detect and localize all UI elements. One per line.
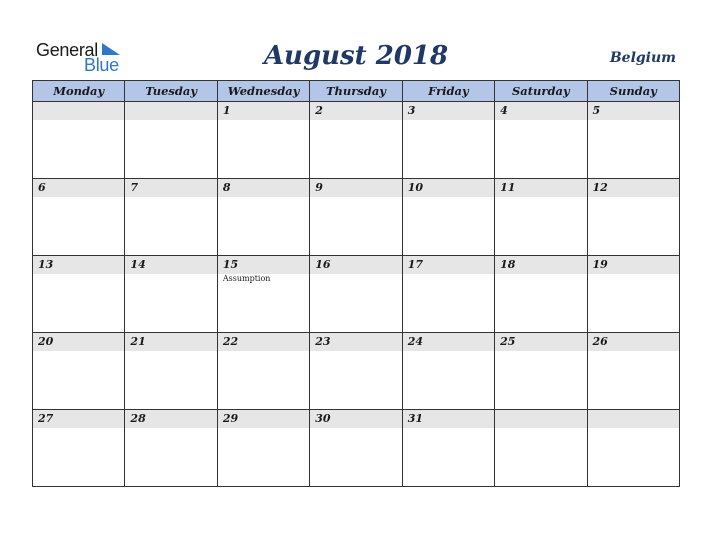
day-number: 31 bbox=[407, 412, 423, 425]
day-number: 12 bbox=[592, 181, 608, 194]
day-number-band bbox=[33, 410, 124, 428]
day-number-band bbox=[495, 256, 586, 274]
day-number: 17 bbox=[407, 258, 423, 271]
day-number-band bbox=[33, 102, 124, 120]
day-number-band bbox=[588, 102, 679, 120]
day-cell bbox=[217, 179, 309, 256]
day-number-band bbox=[125, 102, 216, 120]
day-number: 26 bbox=[592, 335, 608, 348]
day-number: 23 bbox=[315, 335, 331, 348]
week-row bbox=[33, 410, 680, 487]
day-number: 20 bbox=[38, 335, 54, 348]
weekday-header: Friday bbox=[402, 81, 494, 102]
day-cell bbox=[402, 102, 494, 179]
day-cell bbox=[33, 179, 125, 256]
day-number-band bbox=[33, 333, 124, 351]
day-cell bbox=[495, 333, 587, 410]
day-number-band bbox=[588, 333, 679, 351]
day-cell bbox=[310, 179, 402, 256]
day-number-band bbox=[403, 410, 494, 428]
day-cell bbox=[310, 410, 402, 487]
day-number-band bbox=[125, 410, 216, 428]
day-cell bbox=[125, 410, 217, 487]
day-cell bbox=[587, 410, 679, 487]
day-number: 1 bbox=[222, 104, 231, 117]
day-number-band bbox=[125, 179, 216, 197]
weekday-header: Saturday bbox=[495, 81, 587, 102]
day-number-band bbox=[403, 256, 494, 274]
day-number: 7 bbox=[130, 181, 139, 194]
day-cell bbox=[587, 179, 679, 256]
day-cell bbox=[33, 410, 125, 487]
day-number-band bbox=[495, 102, 586, 120]
day-cell bbox=[495, 179, 587, 256]
day-number: 29 bbox=[222, 412, 239, 425]
weekday-header: Tuesday bbox=[125, 81, 217, 102]
logo-text-blue: Blue bbox=[84, 55, 119, 75]
day-number-band bbox=[218, 179, 309, 197]
day-cell bbox=[125, 102, 217, 179]
day-number-band bbox=[588, 410, 679, 428]
week-row bbox=[33, 333, 680, 410]
day-number: 22 bbox=[222, 335, 239, 348]
day-cell bbox=[495, 410, 587, 487]
weekday-header: Sunday bbox=[587, 81, 679, 102]
day-number: 8 bbox=[222, 181, 231, 194]
day-cell bbox=[310, 256, 402, 333]
day-number-band bbox=[310, 102, 401, 120]
day-number: 19 bbox=[592, 258, 608, 271]
calendar-grid bbox=[32, 80, 680, 487]
day-number-band bbox=[495, 179, 586, 197]
day-number: 30 bbox=[315, 412, 331, 425]
day-number: 24 bbox=[407, 335, 423, 348]
day-cell bbox=[125, 179, 217, 256]
day-number: 5 bbox=[592, 104, 601, 117]
week-row bbox=[33, 256, 680, 333]
day-number: 21 bbox=[130, 335, 146, 348]
holiday-label: Assumption bbox=[222, 274, 271, 283]
day-number: 13 bbox=[38, 258, 54, 271]
day-number: 3 bbox=[407, 104, 416, 117]
day-number-band bbox=[125, 256, 216, 274]
day-number-band bbox=[403, 179, 494, 197]
day-number-band bbox=[218, 410, 309, 428]
day-number: 9 bbox=[315, 181, 323, 194]
day-cell bbox=[33, 102, 125, 179]
day-number: 27 bbox=[38, 412, 54, 425]
day-cell bbox=[495, 102, 587, 179]
week-row bbox=[33, 179, 680, 256]
week-row bbox=[33, 102, 680, 179]
day-cell bbox=[217, 102, 309, 179]
day-number-band bbox=[588, 179, 679, 197]
day-number-band bbox=[310, 410, 401, 428]
weekday-header: Wednesday bbox=[217, 81, 309, 102]
day-number-band bbox=[218, 102, 309, 120]
logo-text-general: General bbox=[36, 40, 98, 60]
day-cell bbox=[402, 179, 494, 256]
day-number-band bbox=[495, 410, 586, 428]
weekday-header: Thursday bbox=[310, 81, 402, 102]
day-number-band bbox=[218, 333, 309, 351]
day-number-band bbox=[125, 333, 216, 351]
weekday-header-row bbox=[33, 81, 680, 102]
day-cell bbox=[125, 333, 217, 410]
calendar-title: August 2018 bbox=[263, 41, 449, 71]
day-number: 4 bbox=[500, 104, 508, 117]
weekday-header: Monday bbox=[33, 81, 125, 102]
day-cell bbox=[33, 333, 125, 410]
day-number: 25 bbox=[500, 335, 516, 348]
day-cell bbox=[402, 256, 494, 333]
day-number: 11 bbox=[500, 181, 516, 194]
day-cell bbox=[402, 410, 494, 487]
country-label: Belgium bbox=[609, 50, 676, 66]
day-cell bbox=[402, 333, 494, 410]
day-cell bbox=[587, 333, 679, 410]
day-number: 10 bbox=[407, 181, 423, 194]
day-number-band bbox=[33, 256, 124, 274]
day-cell bbox=[587, 256, 679, 333]
day-cell bbox=[310, 102, 402, 179]
day-number-band bbox=[33, 179, 124, 197]
day-number-band bbox=[310, 256, 401, 274]
day-number-band bbox=[310, 333, 401, 351]
day-number-band bbox=[588, 256, 679, 274]
day-cell bbox=[125, 256, 217, 333]
day-number-band bbox=[403, 102, 494, 120]
day-cell bbox=[217, 410, 309, 487]
day-cell bbox=[587, 102, 679, 179]
day-cell bbox=[310, 333, 402, 410]
day-number-band bbox=[310, 179, 401, 197]
day-cell bbox=[495, 256, 587, 333]
day-number: 6 bbox=[38, 181, 46, 194]
day-number-band bbox=[403, 333, 494, 351]
day-number: 18 bbox=[500, 258, 516, 271]
day-number: 14 bbox=[130, 258, 146, 271]
day-number: 15 bbox=[222, 258, 239, 271]
day-number-band bbox=[218, 256, 309, 274]
day-number: 2 bbox=[315, 104, 323, 117]
day-number-band bbox=[495, 333, 586, 351]
day-cell bbox=[217, 333, 309, 410]
day-cell bbox=[217, 256, 309, 333]
day-cell bbox=[33, 256, 125, 333]
day-number: 28 bbox=[130, 412, 146, 425]
day-number: 16 bbox=[315, 258, 331, 271]
